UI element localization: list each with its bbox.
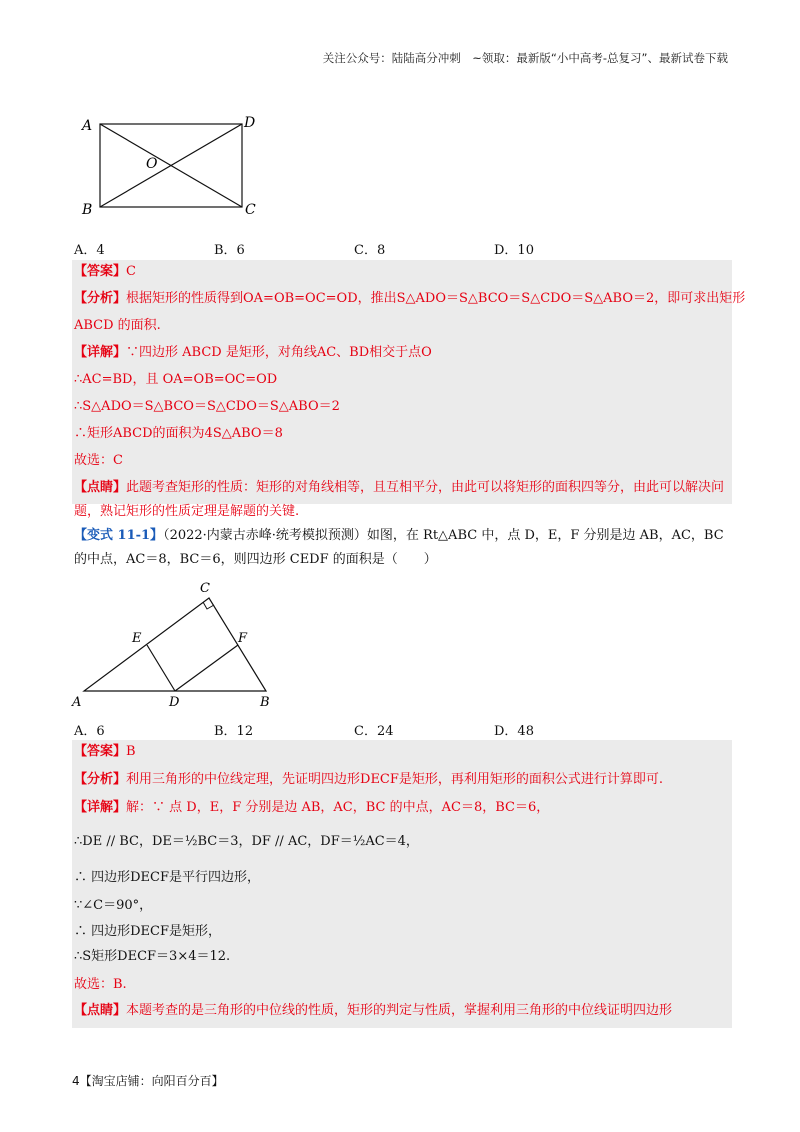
option-d: D．48 xyxy=(494,724,534,739)
page-footer: 4【淘宝店铺：向阳百分百】 xyxy=(72,1074,224,1088)
q1-detail: 【详解】∵四边形 ABCD 是矩形，对角线AC、BD相交于点O xyxy=(74,345,432,360)
q1-analysis: 【分析】根据矩形的性质得到OA=OB=OC=OD，推出S△ADO＝S△BCO＝S△CDO＝S△ABO＝2，即可求出矩形 xyxy=(74,291,746,306)
q2-detail-4: ∵∠C＝90°， xyxy=(74,898,153,913)
label-c2: C xyxy=(200,581,210,596)
option-b: B．12 xyxy=(214,724,254,739)
q2-detail-5: ∴ 四边形DECF是矩形， xyxy=(74,924,222,939)
label-c: C xyxy=(245,202,256,218)
option-a: A．6 xyxy=(74,724,105,739)
label-d2: D xyxy=(169,695,180,710)
q1-answer: 【答案】C xyxy=(74,264,136,279)
q2-detail-3: ∴ 四边形DECF是平行四边形， xyxy=(74,870,261,885)
label-b: B xyxy=(82,202,93,218)
q1-detail-4: ∴矩形ABCD的面积为4S△ABO＝8 xyxy=(74,426,283,441)
label-o: O xyxy=(146,156,158,172)
q2-stem: 【变式 11-1】（2022·内蒙古赤峰·统考模拟预测）如图，在 Rt△ABC 中，点 D，E，F 分别是边 AB，AC，BC 的中点，AC＝8，BC＝6，则四边形 CEDF 的面积是（ ） xyxy=(74,528,724,567)
label-e2: E xyxy=(132,631,142,646)
label-a2: A xyxy=(72,695,82,710)
q2-detail-2: ∴DE // BC，DE＝½BC＝3，DF // AC，DF＝½AC＝4， xyxy=(74,834,419,849)
q2-detail: 【详解】解：∵ 点 D，E，F 分别是边 AB，AC，BC 的中点，AC＝8，BC＝6， xyxy=(74,800,550,815)
q2-detail-6: ∴S矩形DECF＝3×4＝12. xyxy=(74,949,231,964)
label-b2: B xyxy=(260,695,270,710)
option-b: B．6 xyxy=(214,243,245,258)
q1-choice: 故选：C xyxy=(74,453,123,468)
label-a: A xyxy=(82,118,93,134)
rectangle-figure xyxy=(76,110,266,220)
q1-comment: 【点睛】此题考查矩形的性质：矩形的对角线相等，且互相平分，由此可以将矩形的面积四等分，由此可以解决问题，熟记矩形的性质定理是解题的关键. xyxy=(74,480,725,519)
option-a: A．4 xyxy=(74,243,105,258)
q2-comment: 【点睛】本题考查的是三角形的中位线的性质，矩形的判定与性质，掌握利用三角形的中位线证明四边形 xyxy=(74,1003,673,1018)
option-c: C．24 xyxy=(354,724,394,739)
label-f2: F xyxy=(238,631,248,646)
triangle-figure xyxy=(70,578,280,710)
q2-choice: 故选：B. xyxy=(74,977,127,992)
q2-analysis: 【分析】利用三角形的中位线定理，先证明四边形DECF是矩形，再利用矩形的面积公式进行计算即可. xyxy=(74,772,664,787)
label-d: D xyxy=(244,115,256,131)
option-c: C．8 xyxy=(354,243,386,258)
q1-detail-3: ∴S△ADO＝S△BCO＝S△CDO＝S△ABO＝2 xyxy=(74,399,340,414)
q1-detail-2: ∴AC=BD，且 OA=OB=OC=OD xyxy=(74,372,278,387)
q2-answer: 【答案】B xyxy=(74,744,136,759)
page-header: 关注公众号：陆陆高分冲刺 ~领取：最新版“小中高考-总复习”、最新试卷下载 xyxy=(322,51,728,65)
q1-analysis-cont: ABCD 的面积. xyxy=(74,318,161,333)
option-d: D．10 xyxy=(494,243,534,258)
